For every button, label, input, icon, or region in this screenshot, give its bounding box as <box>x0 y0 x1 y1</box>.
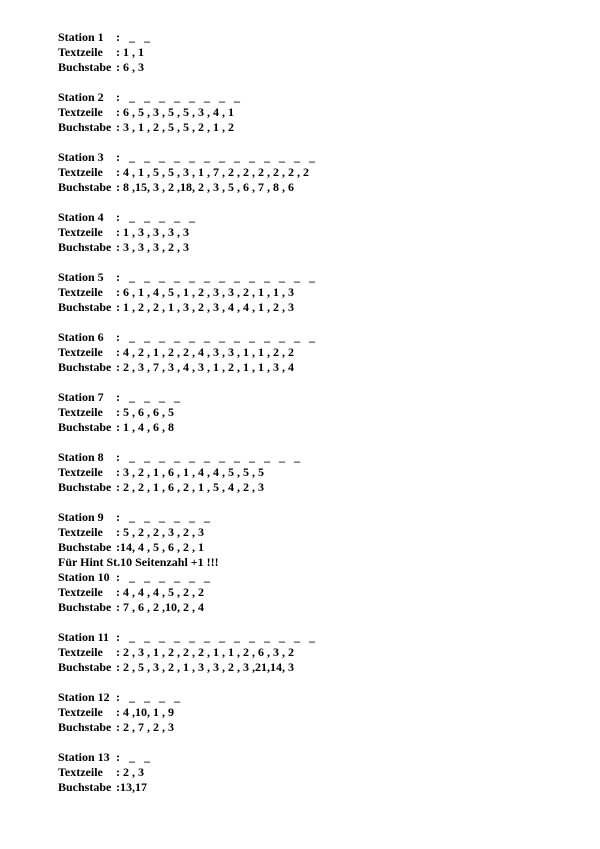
station-header <box>58 450 558 465</box>
textzeile-values: : 4 , 1 , 5 , 5 , 3 , 1 , 7 , 2 , 2 , 2 , 2 , 2 , 2 <box>116 165 309 179</box>
station-header <box>58 270 558 285</box>
station-header <box>58 90 558 105</box>
buchstabe-label: Buchstabe <box>58 480 112 494</box>
buchstabe-row <box>58 540 558 555</box>
station-title: Station 7 <box>58 390 104 404</box>
station-title: Station 11 <box>58 630 110 644</box>
textzeile-values: : 1 , 3 , 3 , 3 , 3 <box>116 225 189 239</box>
answer-blanks: : _ _ _ _ _ _ _ _ _ _ _ _ _ <box>116 330 316 344</box>
buchstabe-values: : 2 , 2 , 1 , 6 , 2 , 1 , 5 , 4 , 2 , 3 <box>116 480 264 494</box>
textzeile-values: : 4 , 2 , 1 , 2 , 2 , 4 , 3 , 3 , 1 , 1 , 2 , 2 <box>116 345 294 359</box>
textzeile-label: Textzeile <box>58 405 103 419</box>
buchstabe-label: Buchstabe <box>58 240 112 254</box>
textzeile-label: Textzeile <box>58 645 103 659</box>
answer-blanks: : _ _ _ _ <box>116 690 181 704</box>
textzeile-values: : 3 , 2 , 1 , 6 , 1 , 4 , 4 , 5 , 5 , 5 <box>116 465 264 479</box>
station-header <box>58 150 558 165</box>
buchstabe-label: Buchstabe <box>58 540 112 554</box>
station-header <box>58 630 558 645</box>
textzeile-label: Textzeile <box>58 285 103 299</box>
textzeile-row <box>58 525 558 540</box>
station-header <box>58 750 558 765</box>
textzeile-label: Textzeile <box>58 525 103 539</box>
textzeile-row <box>58 405 558 420</box>
station-block <box>58 90 558 135</box>
textzeile-label: Textzeile <box>58 105 103 119</box>
textzeile-row <box>58 765 558 780</box>
textzeile-label: Textzeile <box>58 165 103 179</box>
station-title: Station 5 <box>58 270 104 284</box>
answer-blanks: : _ _ _ _ <box>116 390 181 404</box>
textzeile-row <box>58 465 558 480</box>
buchstabe-row <box>58 660 558 675</box>
answer-blanks: : _ _ <box>116 750 151 764</box>
station-block <box>58 690 558 735</box>
buchstabe-label: Buchstabe <box>58 120 112 134</box>
answer-blanks: : _ _ _ _ _ _ _ _ _ _ _ _ _ <box>116 270 316 284</box>
buchstabe-values: : 1 , 2 , 2 , 1 , 3 , 2 , 3 , 4 , 4 , 1 , 2 , 3 <box>116 300 294 314</box>
buchstabe-label: Buchstabe <box>58 660 112 674</box>
station-title: Station 2 <box>58 90 104 104</box>
textzeile-values: : 5 , 2 , 2 , 3 , 2 , 3 <box>116 525 204 539</box>
buchstabe-values: : 8 ,15, 3 , 2 ,18, 2 , 3 , 5 , 6 , 7 , 8 , 6 <box>116 180 294 194</box>
buchstabe-values: : 7 , 6 , 2 ,10, 2 , 4 <box>116 600 204 614</box>
buchstabe-values: : 3 , 1 , 2 , 5 , 5 , 2 , 1 , 2 <box>116 120 234 134</box>
buchstabe-label: Buchstabe <box>58 360 112 374</box>
buchstabe-label: Buchstabe <box>58 600 112 614</box>
station-title: Station 1 <box>58 30 104 44</box>
station-title: Station 4 <box>58 210 104 224</box>
buchstabe-values: : 6 , 3 <box>116 60 144 74</box>
answer-blanks: : _ _ _ _ _ _ <box>116 510 211 524</box>
textzeile-label: Textzeile <box>58 765 103 779</box>
buchstabe-row <box>58 780 558 795</box>
buchstabe-row <box>58 240 558 255</box>
station-block <box>58 210 558 255</box>
station-header <box>58 510 558 525</box>
textzeile-row <box>58 645 558 660</box>
station-block <box>58 270 558 315</box>
buchstabe-values: : 2 , 7 , 2 , 3 <box>116 720 174 734</box>
station-block <box>58 390 558 435</box>
hint-note-text: Für Hint St.10 Seitenzahl +1 !!! <box>58 555 219 569</box>
buchstabe-row <box>58 120 558 135</box>
hint-note <box>58 555 558 570</box>
buchstabe-label: Buchstabe <box>58 180 112 194</box>
answer-blanks: : _ _ _ _ _ _ _ _ _ _ _ _ _ <box>116 150 316 164</box>
textzeile-label: Textzeile <box>58 465 103 479</box>
buchstabe-label: Buchstabe <box>58 300 112 314</box>
buchstabe-row <box>58 420 558 435</box>
textzeile-values: : 2 , 3 , 1 , 2 , 2 , 2 , 1 , 1 , 2 , 6 , 3 , 2 <box>116 645 294 659</box>
station-header <box>58 390 558 405</box>
station-title: Station 12 <box>58 690 110 704</box>
answer-blanks: : _ _ <box>116 30 151 44</box>
buchstabe-values: :14, 4 , 5 , 6 , 2 , 1 <box>116 540 204 554</box>
station-list <box>58 30 558 810</box>
buchstabe-label: Buchstabe <box>58 420 112 434</box>
textzeile-row <box>58 345 558 360</box>
answer-blanks: : _ _ _ _ _ _ _ _ _ _ _ _ <box>116 450 301 464</box>
buchstabe-values: : 2 , 5 , 3 , 2 , 1 , 3 , 3 , 2 , 3 ,21,14, 3 <box>116 660 294 674</box>
buchstabe-row <box>58 720 558 735</box>
textzeile-values: : 6 , 5 , 3 , 5 , 5 , 3 , 4 , 1 <box>116 105 234 119</box>
station-title: Station 9 <box>58 510 104 524</box>
station-header <box>58 690 558 705</box>
station-title: Station 13 <box>58 750 110 764</box>
answer-blanks: : _ _ _ _ _ <box>116 210 196 224</box>
buchstabe-row <box>58 60 558 75</box>
station-block <box>58 750 558 795</box>
station-title: Station 6 <box>58 330 104 344</box>
textzeile-values: : 4 , 4 , 4 , 5 , 2 , 2 <box>116 585 204 599</box>
buchstabe-row <box>58 600 558 615</box>
buchstabe-row <box>58 300 558 315</box>
textzeile-label: Textzeile <box>58 345 103 359</box>
textzeile-row <box>58 165 558 180</box>
buchstabe-row <box>58 480 558 495</box>
station-block <box>58 150 558 195</box>
answer-blanks: : _ _ _ _ _ _ _ _ <box>116 90 241 104</box>
buchstabe-row <box>58 180 558 195</box>
textzeile-row <box>58 705 558 720</box>
textzeile-values: : 2 , 3 <box>116 765 144 779</box>
station-title: Station 3 <box>58 150 104 164</box>
buchstabe-values: :13,17 <box>116 780 147 794</box>
textzeile-values: : 6 , 1 , 4 , 5 , 1 , 2 , 3 , 3 , 2 , 1 , 1 , 3 <box>116 285 294 299</box>
station-header <box>58 210 558 225</box>
buchstabe-label: Buchstabe <box>58 780 112 794</box>
station-title: Station 10 <box>58 570 110 584</box>
textzeile-row <box>58 285 558 300</box>
station-block <box>58 570 558 615</box>
answer-blanks: : _ _ _ _ _ _ <box>116 570 211 584</box>
station-block <box>58 510 558 570</box>
textzeile-row <box>58 105 558 120</box>
station-block <box>58 630 558 675</box>
buchstabe-label: Buchstabe <box>58 720 112 734</box>
station-title: Station 8 <box>58 450 104 464</box>
buchstabe-values: : 3 , 3 , 3 , 2 , 3 <box>116 240 189 254</box>
textzeile-label: Textzeile <box>58 45 103 59</box>
textzeile-label: Textzeile <box>58 225 103 239</box>
buchstabe-values: : 1 , 4 , 6 , 8 <box>116 420 174 434</box>
station-header <box>58 30 558 45</box>
buchstabe-values: : 2 , 3 , 7 , 3 , 4 , 3 , 1 , 2 , 1 , 1 , 3 , 4 <box>116 360 294 374</box>
textzeile-row <box>58 45 558 60</box>
textzeile-values: : 1 , 1 <box>116 45 144 59</box>
station-header <box>58 570 558 585</box>
textzeile-row <box>58 585 558 600</box>
textzeile-label: Textzeile <box>58 585 103 599</box>
station-block <box>58 330 558 375</box>
station-block <box>58 30 558 75</box>
textzeile-row <box>58 225 558 240</box>
station-block <box>58 450 558 495</box>
answer-blanks: : _ _ _ _ _ _ _ _ _ _ _ _ _ <box>116 630 316 644</box>
textzeile-label: Textzeile <box>58 705 103 719</box>
textzeile-values: : 5 , 6 , 6 , 5 <box>116 405 174 419</box>
buchstabe-label: Buchstabe <box>58 60 112 74</box>
textzeile-values: : 4 ,10, 1 , 9 <box>116 705 174 719</box>
buchstabe-row <box>58 360 558 375</box>
station-header <box>58 330 558 345</box>
